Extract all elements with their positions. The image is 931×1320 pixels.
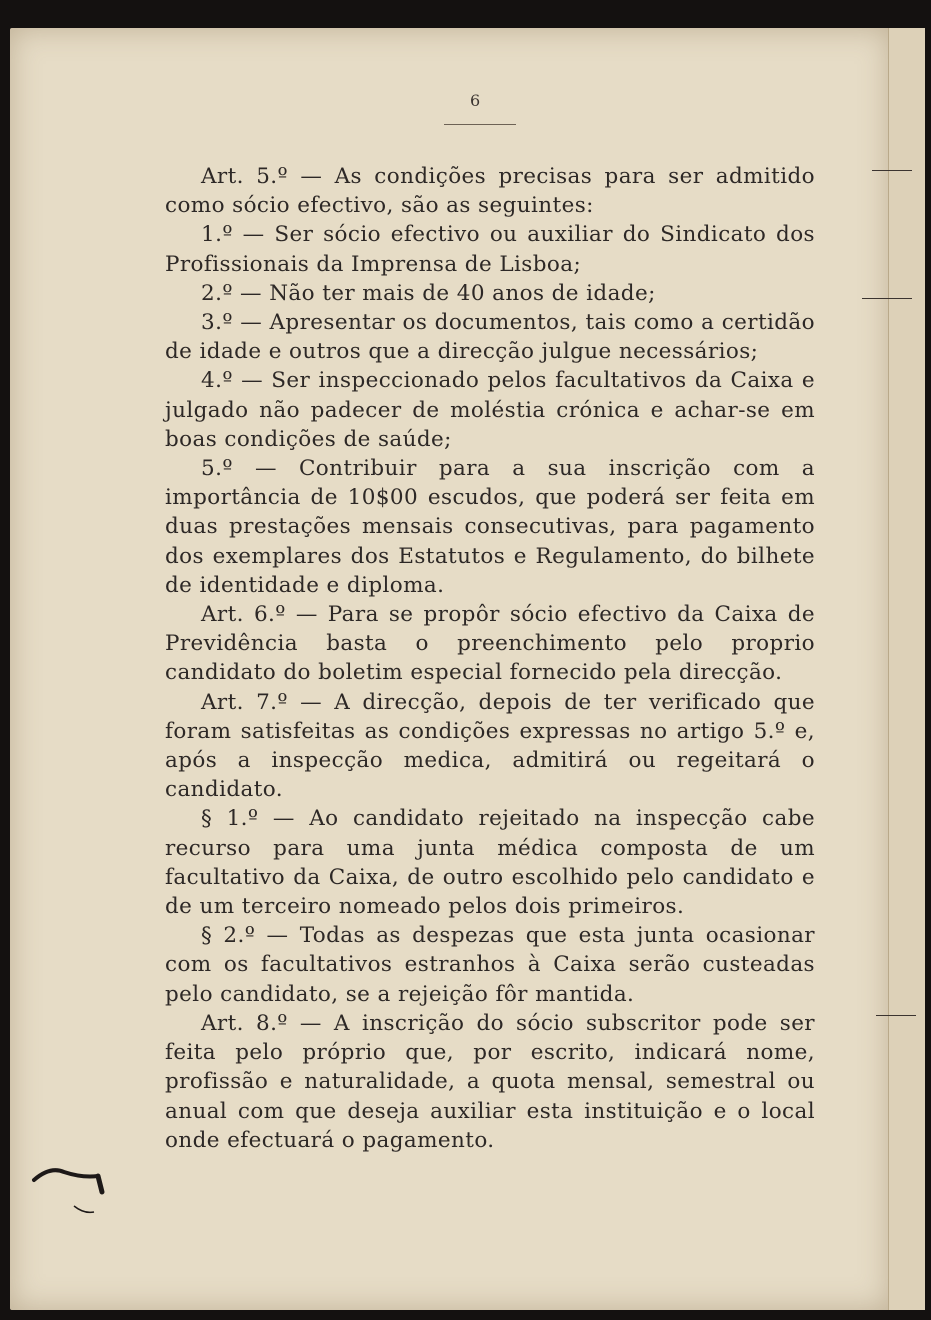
article-8: Art. 8.º — A inscrição do sócio subscritor pode ser feita pelo próprio que, por escrito, indicará nome, profissão e naturalidade, a quota mensal, semestral ou anual com que deseja auxiliar esta instituição e o local onde efectuará o pagamento.	[165, 1010, 815, 1153]
page-body	[165, 162, 815, 1155]
article-6: Art. 6.º — Para se propôr sócio efectivo da Caixa de Previdência basta o preenchimento pelo proprio candidato do boletim especial fornecido pela direcção.	[165, 602, 815, 686]
article-7-paragraph-2: § 2.º — Todas as despezas que esta junta ocasionar com os facultativos estranhos à Caixa serão custeadas pelo candidato, se a rejeição fôr mantida.	[165, 923, 815, 1007]
article-7: Art. 7.º — A direcção, depois de ter verificado que foram satisfeitas as condições expressas no artigo 5.º e, após a inspecção medica, admitirá ou regeitará o candidato.	[165, 689, 815, 803]
condition-3: 3.º — Apresentar os documentos, tais como a certidão de idade e outros que a direcção julgue necessários;	[165, 310, 815, 365]
margin-tick	[872, 170, 912, 171]
condition-2: 2.º — Não ter mais de 40 anos de idade;	[201, 280, 656, 306]
condition-5: 5.º — Contribuir para a sua inscrição com a importância de 10$00 escudos, que poderá ser feita em duas prestações mensais consecutivas, para pagamento dos exemplares dos Estatutos e Regulamento, do bilhete de identidade e diploma.	[165, 456, 815, 598]
page-number: 6	[470, 91, 481, 110]
condition-4: 4.º — Ser inspeccionado pelos facultativos da Caixa e julgado não padecer de moléstia crónica e achar-se em boas condições de saúde;	[165, 368, 815, 452]
facing-page-edge	[888, 28, 925, 1310]
margin-tick	[862, 298, 912, 299]
article-7-paragraph-1: § 1.º — Ao candidato rejeitado na inspecção cabe recurso para uma junta médica composta de um facultativo da Caixa, de outro escolhido pelo candidato e de um terceiro nomeado pelos dois primeiros.	[165, 806, 815, 920]
handwritten-check-mark	[30, 1158, 110, 1228]
header-rule	[444, 124, 516, 125]
condition-1: 1.º — Ser sócio efectivo ou auxiliar do Sindicato dos Profissionais da Imprensa de Lisboa;	[165, 222, 815, 277]
margin-tick	[876, 1015, 916, 1016]
article-5-intro: Art. 5.º — As condições precisas para ser admitido como sócio efectivo, são as seguintes:	[165, 164, 815, 219]
